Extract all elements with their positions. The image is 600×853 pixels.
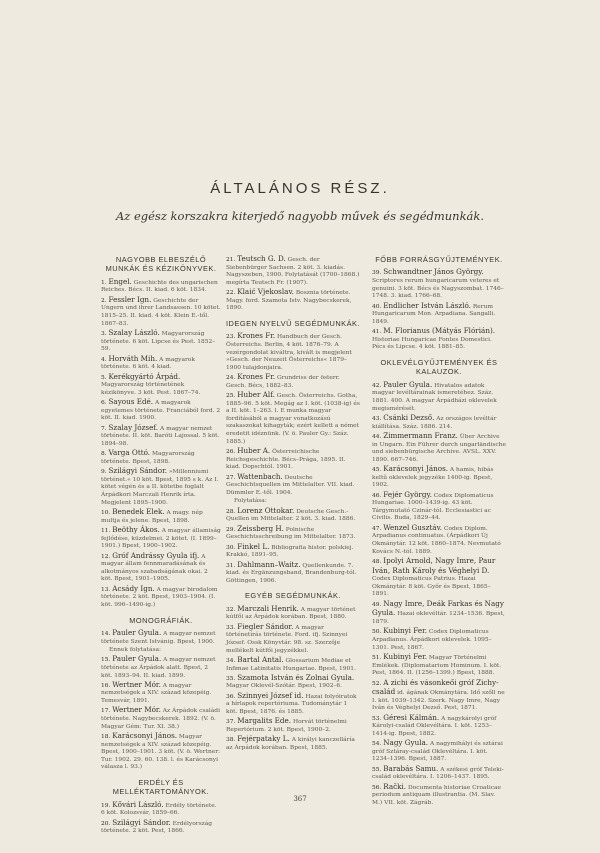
bibliography-entry: [226, 561, 360, 586]
entry-number: 16.: [101, 682, 111, 689]
entry-description: Gesch. der Siebenbürger Sachsen. 2 köt. 3. kiadás. Nagyszeben, 1900. Folytatását (1700–1868.) megírta Teutsch Fr. (1907).: [226, 257, 360, 286]
entry-author: Dahlmann–Waitz.: [237, 559, 301, 569]
entry-number: 20.: [101, 820, 111, 827]
entry-description: Historiae Hungaricae Fontes Domestici. Pécs és Lipcse. 4 köt. 1881–85.: [372, 336, 492, 351]
entry-number: 45.: [372, 467, 382, 474]
entry-number: 55.: [372, 766, 382, 773]
entry-description: Magyar Oklevél-Szótár. Bpest, 1902–6.: [226, 683, 343, 690]
bibliography-entry: [226, 373, 360, 390]
entry-author: Karácsonyi János.: [383, 464, 449, 474]
entry-number: 33.: [226, 624, 236, 631]
entry-author: Teutsch G. D.: [237, 254, 286, 263]
entry-description: Grundriss der österr. Gesch. Bécs, 1882–83.: [226, 375, 340, 389]
bibliography-entry: [101, 655, 221, 680]
column-3: [372, 255, 506, 808]
bibliography-entry: [101, 585, 221, 610]
bibliography-entry: [101, 552, 221, 584]
entry-number: 25.: [226, 393, 236, 400]
section-heading: FŐBB FORRÁSGYŰJTEMÉNYEK.: [375, 255, 503, 264]
entry-author: Beöthy Ákos.: [112, 525, 160, 534]
entry-description: A nagymihályi és sztárai gróf Sztáray-család Oklevéltára. I. köt. 1234–1396. Bpest, 1887.: [372, 741, 503, 763]
bibliography-entry: [101, 508, 221, 525]
entry-author: Szilágyi Sándor.: [112, 817, 171, 827]
entry-number: 43.: [372, 415, 382, 422]
entry-author: Nagy Gyula.: [383, 738, 429, 748]
entry-number: 36.: [226, 693, 236, 700]
entry-number: 31.: [226, 562, 236, 569]
entry-description: Österreichische Reichsgeschichte. Bécs–Prága, 1895. II. kiad. Dopschtól. 1901.: [226, 449, 346, 471]
entry-number: 54.: [372, 741, 382, 748]
entry-description: Codex Diplomaticus Hungariae. 1000–1439-ig. 43 köt. Tárgymutató Czinár-tól. Ecclesiastici ac Civilis. Buda, 1829–44.: [372, 492, 494, 522]
entry-author: Gróf Andrássy Gyula ifj.: [112, 550, 200, 560]
entry-description: Rerum Hungaricarum Mon. Arpadiana. Sangalli. 1849.: [372, 303, 496, 325]
entry-number: 22.: [226, 290, 236, 297]
entry-author: M. Florianus (Mátyás Flórián).: [383, 326, 496, 336]
bibliography-entry: [372, 302, 506, 327]
entry-author: Rački.: [383, 781, 407, 791]
entry-number: 42.: [372, 382, 382, 389]
entry-number: 11.: [101, 528, 111, 534]
bibliography-entry: [101, 629, 221, 646]
entry-description: Magyarország történetének kézikönyve. 3 köt. Pest. 1867–74.: [101, 382, 201, 396]
section-heading: IDEGEN NYELVŰ SEGÉDMUNKÁK.: [226, 318, 361, 328]
entry-description: A nagykárolyi gróf Károlyi-család Oklevéltára. I. köt. 1253–1414-ig. Bpest, 1882.: [372, 715, 497, 737]
bibliography-entry: [226, 473, 360, 498]
entry-author: Szamota István és Zolnai Gyula.: [237, 672, 355, 682]
bibliography-entry: [101, 355, 221, 372]
entry-number: 46.: [372, 492, 382, 499]
entry-description: A magyar nemzetségek a XIV. század közepéig. Temesvár, 1891.: [101, 682, 212, 705]
entry-description: A magyar nemzet története az Árpádok alatt. Bpest, 2 köt. 1893–94. II. kiad. 1899.: [101, 657, 216, 679]
entry-description: Codex Diplomaticus Arpadianus. Árpádkori oklevelek. 1095–1301. Pest, 1867.: [372, 629, 492, 651]
entry-author: Zeissberg H.: [237, 523, 284, 533]
bibliography-entry: [226, 735, 360, 752]
bibliography-entry: [226, 507, 360, 524]
entry-number: 4.: [101, 356, 107, 363]
entry-author: Benedek Elek.: [112, 507, 165, 517]
entry-description: Magyar nemzetségek a XIV. század közepéig. Bpest, 1900–1901. 3 köt. (V. ö. Wertner: Tur. 1902. 29. 60. 138. l. és Karácsonyi válasza l. 93.): [101, 734, 221, 771]
entry-number: 39.: [372, 270, 382, 277]
entry-description: Codex Diplomaticus Patrius. Hazai Okmánytár. 8 köt. Győr és Bpest, 1865–1891.: [372, 576, 491, 598]
entry-number: 40.: [372, 303, 382, 310]
entry-number: 15.: [101, 657, 111, 664]
entry-author: Wattenbach.: [237, 471, 283, 481]
bibliography-entry: [101, 278, 221, 295]
entry-number: 50.: [372, 629, 382, 636]
entry-description: A hamis, hibás keltű oklevelek jegyzéke 1400-ig. Bpest, 1902.: [372, 467, 494, 489]
entry-number: 10.: [101, 510, 111, 517]
bibliography-entry: [226, 525, 360, 542]
bibliography-entry: [226, 447, 360, 472]
entry-author: Finkel L.: [237, 541, 270, 551]
entry-description: Deutsche Geschichtsquellen im Mittelalter. VII. kiad. Dümmler E.-től. 1904.: [226, 474, 355, 496]
entry-author: Horváth Mih.: [108, 353, 158, 363]
entry-description: A magyar történetírás története. Ford. ifj. Szinnyei József. Ossk Könyvtár. 98. sz. Szerzője mellékelt kútfői jegyzékkel.: [226, 624, 348, 654]
entry-description: »Millenniumi történet.« 10 köt. Bpest, 1895 s k. Az I. kötet végén és a II. kötetbe foglalt Árpádkori Marczali Henrik írta. Megjelent 1895–1900.: [101, 469, 219, 506]
bibliography-entry: [372, 714, 506, 739]
bibliography-entry: [372, 327, 506, 352]
entry-number: 51.: [372, 654, 382, 661]
entry-description: A magyar államiság fejlődése, küzdelmei. 2 kötet. (I. 1899–1901.) Bpest, 1900–1902.: [101, 528, 221, 550]
entry-number: 38.: [226, 737, 236, 744]
entry-number: 19.: [101, 802, 111, 809]
entry-description: A magyarok egyetemes története. Franciából ford. 2 köt. II. kiad. 1900.: [101, 400, 221, 422]
bibliography-entry: [372, 739, 506, 764]
entry-description: Magyarország története. 6 köt. Lipcse és Pest. 1852–59.: [101, 330, 216, 353]
entry-author: Lorenz Ottokar.: [237, 505, 295, 515]
bibliography-entry: [226, 656, 360, 673]
bibliography-entry: [226, 605, 360, 622]
entry-number: 5.: [101, 374, 107, 381]
entry-author: Barabás Samu.: [383, 763, 439, 773]
entry-author: Fiegler Sándor.: [237, 621, 294, 631]
bibliography-entry: [226, 717, 360, 734]
entry-description: Quellenkunde. 7. kiad. és Ergänzungsband, Brandenburg-tól. Göttingen, 1906.: [226, 562, 357, 584]
bibliography-entry: [101, 706, 221, 731]
entry-description: A magy. nép multja és jelene. Bpest, 1898.: [101, 510, 203, 524]
bibliography-entry: [372, 627, 506, 652]
entry-author: Krones Fr.: [237, 331, 276, 341]
entry-author: Szalay József.: [108, 422, 159, 432]
section-heading: OKLEVÉLGYŰJTEMÉNYEK ÉS KALAUZOK.: [380, 357, 498, 377]
entry-author: Szilágyi Sándor.: [108, 466, 168, 476]
entry-number: 37.: [226, 719, 236, 726]
entry-number: 8.: [101, 451, 107, 458]
entry-author: Huber Alf.: [237, 390, 275, 400]
bibliography-entry: [372, 268, 506, 300]
entry-number: 28.: [226, 508, 236, 515]
bibliography-entry: [226, 692, 360, 717]
entry-description: Documenta historiae Croaticae periodum antiquam illustrantia. (M. Slav. M.) VII. köt. Zágráb.: [372, 784, 502, 806]
entry-number: 26.: [226, 449, 236, 456]
entry-author: Fejérpataky L.: [237, 734, 290, 744]
entry-description: Hazai folyóiratok a hírlapok repertóriuma. Tudománytár 1 köt. Bpest, 1876. és 1885.: [226, 693, 357, 716]
entry-author: Ipolyi Arnold, Nagy Imre, Paur Iván, Rath Károly és Véghelyi D.: [372, 556, 496, 575]
bibliography-entry: [101, 801, 221, 818]
entry-description: A magyarok története. 6 köt. 4 kiad.: [101, 356, 195, 371]
entry-author: Kubinyi Fer.: [383, 626, 428, 636]
entry-description: A magyar nemzet története Szent Istvánig. Bpest, 1900.: [101, 630, 216, 645]
entry-number: 18.: [101, 734, 111, 741]
bibliography-entry: [372, 557, 506, 599]
bibliography-entry: [372, 524, 506, 556]
bibliography-entry: [372, 653, 506, 678]
entry-description: Ennek folytatása:: [109, 646, 162, 653]
entry-number: 41.: [372, 329, 382, 336]
entry-author: Zimmermann Franz.: [383, 430, 458, 440]
bibliography-entry: [101, 467, 221, 507]
entry-number: 53.: [372, 715, 382, 722]
entry-description: Über Archive in Ungarn. Ein Führer durch ungarländische und siebenbürgische Archive. AVSL. XXV. 1890. 667–746.: [372, 433, 506, 463]
bibliography-entry: [372, 381, 506, 413]
entry-description: A királyi kanczelláría az Árpádok korában. Bpest, 1885.: [226, 737, 355, 752]
entry-description: Folytatása:: [234, 498, 267, 505]
entry-author: Acsády Ign.: [112, 583, 155, 593]
entry-description: Erdély története. 6 köt. Kolozsvár, 1859–66.: [101, 802, 217, 817]
entry-description: Magyar Történelmi Emlékek. (Diplomatarium Hominum. I. köt. Pest, 1864. II. (1256–1399.) Bpest, 1888.: [372, 654, 502, 677]
entry-number: 1.: [101, 279, 107, 286]
entry-description: Codex Diplom. Arpadianus continuatus. (Árpádkori Új Okmánytár. 12 köt. 1860–1874. Nevmutató Kovács N.-tól. 1889.: [372, 525, 501, 555]
entry-number: 12.: [101, 553, 111, 560]
entry-description: Hazai oklevéltár. 1234–1536. Bpest, 1879.: [372, 611, 505, 625]
entry-number: 44.: [372, 433, 382, 440]
bibliography-entry: [226, 543, 360, 560]
bibliography-entry: [101, 526, 221, 551]
column-1: [101, 255, 221, 837]
entry-description: Bosznia története. Magy. ford. Szamota Istv. Nagybecskerek, 1890.: [226, 290, 352, 312]
entry-description: Polnische Geschichtsschreibung im Mittelalter. 1873.: [226, 526, 356, 541]
entry-author: Pauler Gyula.: [112, 627, 162, 637]
entry-author: Marczali Henrik.: [237, 603, 299, 613]
entry-author: A zichi és vásonkeői gróf Zichy-család: [372, 677, 499, 697]
entry-author: Géresi Kálmán.: [383, 712, 440, 722]
entry-author: Kerékgyártó Árpád.: [108, 371, 181, 381]
entry-author: Karácsonyi János.: [112, 731, 178, 741]
entry-author: Kubinyi Fer.: [383, 651, 428, 661]
page-number: 367: [293, 795, 307, 803]
bibliography-entry: [372, 432, 506, 464]
entry-author: Klaić Vjekoslav.: [237, 287, 294, 297]
bibliography-entry: [101, 296, 221, 328]
section-heading: EGYÉB SEGÉDMUNKÁK.: [244, 591, 342, 601]
entry-description: Az országos levéltár kiállítása. Száz. 1886. 214.: [372, 415, 497, 430]
entry-description: A magyar történet kútfői az Árpádok korában. Bpest, 1880.: [226, 606, 356, 621]
entry-author: Engel.: [108, 276, 132, 286]
entry-description: Bibliografia histor. polskiej. Krakkó, 1891–95.: [226, 544, 354, 559]
page-title: ÁLTALÁNOS RÉSZ.: [210, 180, 390, 197]
page-subtitle: Az egész korszakra kiterjedő nagyobb művek és segédmunkák.: [115, 209, 485, 223]
entry-description: Erdélyország története. 2 köt. Pest, 1866.: [101, 820, 213, 835]
section-heading: MONOGRÁFIÁK.: [129, 615, 193, 625]
entry-description: Gesch. Österreichs. Gotha, 1885–96. 5 köt. Megág az I. köt. (1038-ig) és a II. köt. 1–263. l. E munka magyar fordításából a magyar vonatkozású szakaszokat kihagyták; ezért kellett a német eredetit idéznünk. (V. ö. Pauler Gy.: Száz. 1885.): [226, 393, 360, 445]
bibliography-entry: [372, 465, 506, 490]
bibliography-entry: [226, 255, 360, 287]
entry-author: Sayous Edé.: [108, 397, 154, 407]
entry-description: Geschichte des ungarischen Reiches. Bécs. II. kiad. 6 köt. 1834.: [101, 279, 218, 294]
entry-author: Pauler Gyula.: [112, 654, 162, 664]
entry-author: Margalits Ede.: [237, 716, 292, 726]
section-heading: ERDÉLY ÉS MELLÉKTARTOMÁNYOK.: [112, 778, 210, 797]
entry-number: 34.: [226, 657, 236, 664]
bibliography-entry: [226, 674, 360, 691]
entry-description: Handbuch der Gesch. Österreichs. Berlin, 4 köt. 1876–79. A vezérgondolat kiváltra, kivált is megjelent »Gesch. der Neuzeit Österreichs« 1879–1900 tulajdonjaira.: [226, 334, 352, 371]
entry-number: 48.: [372, 559, 382, 565]
bibliography-entry: [101, 681, 221, 706]
bibliography-entry: [101, 449, 221, 466]
entry-author: Fejér György.: [383, 489, 432, 499]
entry-description: Az Árpádok családi története. Nagybecskerek. 1892. (V. ö. Magyar Gém: Tur. XI. 38.): [101, 708, 220, 730]
entry-number: 17.: [101, 708, 111, 715]
entry-description: A magyar birodalom története. 2 köt. Bpest, 1903–1904. (I. köt. 996–1490-ig.): [101, 586, 218, 608]
entry-number: 47.: [372, 525, 382, 532]
entry-description: id. ágának Okmánytára. Idő szőll ne I. köt. 1039–1342. Szerk. Nagy Imre, Nagy Iván és Véghelyi Dezső. Pest, 1871.: [372, 690, 505, 712]
entry-author: Schwandtner János György.: [383, 267, 484, 277]
entry-author: Szinnyei József id.: [237, 690, 304, 700]
bibliography-entry: [101, 398, 221, 423]
bibliography-entry: [101, 819, 221, 836]
entry-description: A székesi gróf Teleki-család oklevéltára. I. 1206–1437. 1895.: [372, 766, 504, 781]
entry-author: Nagy Imre, Deák Farkas és Nagy Gyula.: [372, 598, 504, 618]
bibliography-entry: [101, 732, 221, 772]
entry-number: 7.: [101, 425, 107, 432]
entry-number: 2.: [101, 297, 107, 304]
entry-author: Varga Ottó.: [108, 448, 151, 458]
entry-description: A magyar nemzet története. II. köt. Baróti Lajossal. 5 köt. 1894–98.: [101, 425, 220, 447]
entry-number: 24.: [226, 375, 236, 382]
entry-author: Szalay László.: [108, 327, 160, 337]
entry-description: Horvát történelmi Repertórium. 2 köt. Bpest, 1900–2.: [226, 719, 347, 734]
entry-number: 35.: [226, 675, 236, 682]
entry-number: 56.: [372, 784, 382, 791]
column-2: [226, 255, 360, 753]
entry-description: Deutsche Gesch.-Quellen im Mittelalter. 2 köt. 3. kiad. 1886.: [226, 508, 356, 523]
entry-description: Scriptores rerum hungaricarum veteres et genuini. 3 köt. Bécs és Nagyszombat. 1746–1748. 3. kiad. 1766–68.: [372, 278, 504, 300]
entry-author: Wertner Mór.: [112, 705, 161, 715]
bibliography-entry: [226, 391, 360, 446]
entry-number: 52.: [372, 680, 382, 687]
entry-number: 27.: [226, 474, 236, 481]
bibliography-entry: [101, 373, 221, 398]
entry-author: Pauler Gyula.: [383, 379, 433, 389]
bibliography-entry: [372, 414, 506, 431]
entry-number: 3.: [101, 330, 107, 337]
entry-number: 21.: [226, 257, 236, 263]
bibliography-entry: [101, 424, 221, 449]
entry-author: Fessler Ign.: [108, 294, 152, 304]
entry-description: Magyarország története. Bpest, 1898.: [101, 451, 195, 465]
entry-number: 49.: [372, 601, 382, 608]
entry-number: 30.: [226, 544, 236, 551]
entry-author: Wertner Mór.: [112, 679, 161, 689]
bibliography-entry: [372, 765, 506, 782]
entry-author: Krones Fr.: [237, 372, 276, 382]
entry-number: 32.: [226, 606, 236, 613]
bibliography-entry: [226, 288, 360, 313]
bibliography-entry: [372, 600, 506, 627]
bibliography-entry: [226, 623, 360, 655]
entry-number: 23.: [226, 334, 236, 341]
entry-author: Bartal Antal.: [237, 654, 284, 664]
entry-author: Endlicher István László.: [383, 300, 471, 310]
entry-number: 29.: [226, 526, 236, 533]
entry-number: 13.: [101, 586, 111, 593]
section-heading: NAGYOBB ELBESZÉLŐ MUNKÁK ÉS KÉZIKÖNYVEK.: [105, 255, 217, 274]
entry-number: 6.: [101, 400, 107, 407]
entry-author: Kővári László.: [112, 799, 164, 809]
bibliography-entry: [372, 491, 506, 523]
bibliography-entry: [226, 332, 360, 372]
entry-description: Hivatalos adatok magyar levéltárainak ismeretéhez. Száz. 1881. 400. A magyar Árpádházi oklevelek megismérését.: [372, 382, 497, 412]
entry-author: Csánki Dezső.: [383, 412, 435, 422]
entry-description: Geschichte der Ungern und ihrer Landsassen. 10 kötet. 1815–25. II. kiad. 4 köt. Klein E.-től. 1867–83.: [101, 297, 221, 327]
entry-number: 14.: [101, 630, 111, 637]
entry-description: Glossarium Mediae et Infimae Latinitatis Hungariae. Bpest, 1901.: [226, 657, 356, 672]
entry-author: Huber A.: [237, 446, 271, 456]
entry-description: A magyar állam fennmaradásának és alkotmányos szabadságának okai. 2 köt. Bpest, 1901–1905.: [101, 553, 208, 583]
bibliography-entry: [372, 679, 506, 713]
entry-number: 9.: [101, 469, 107, 476]
entry-author: Wenzel Gusztáv.: [383, 522, 443, 532]
bibliography-entry: [101, 329, 221, 354]
